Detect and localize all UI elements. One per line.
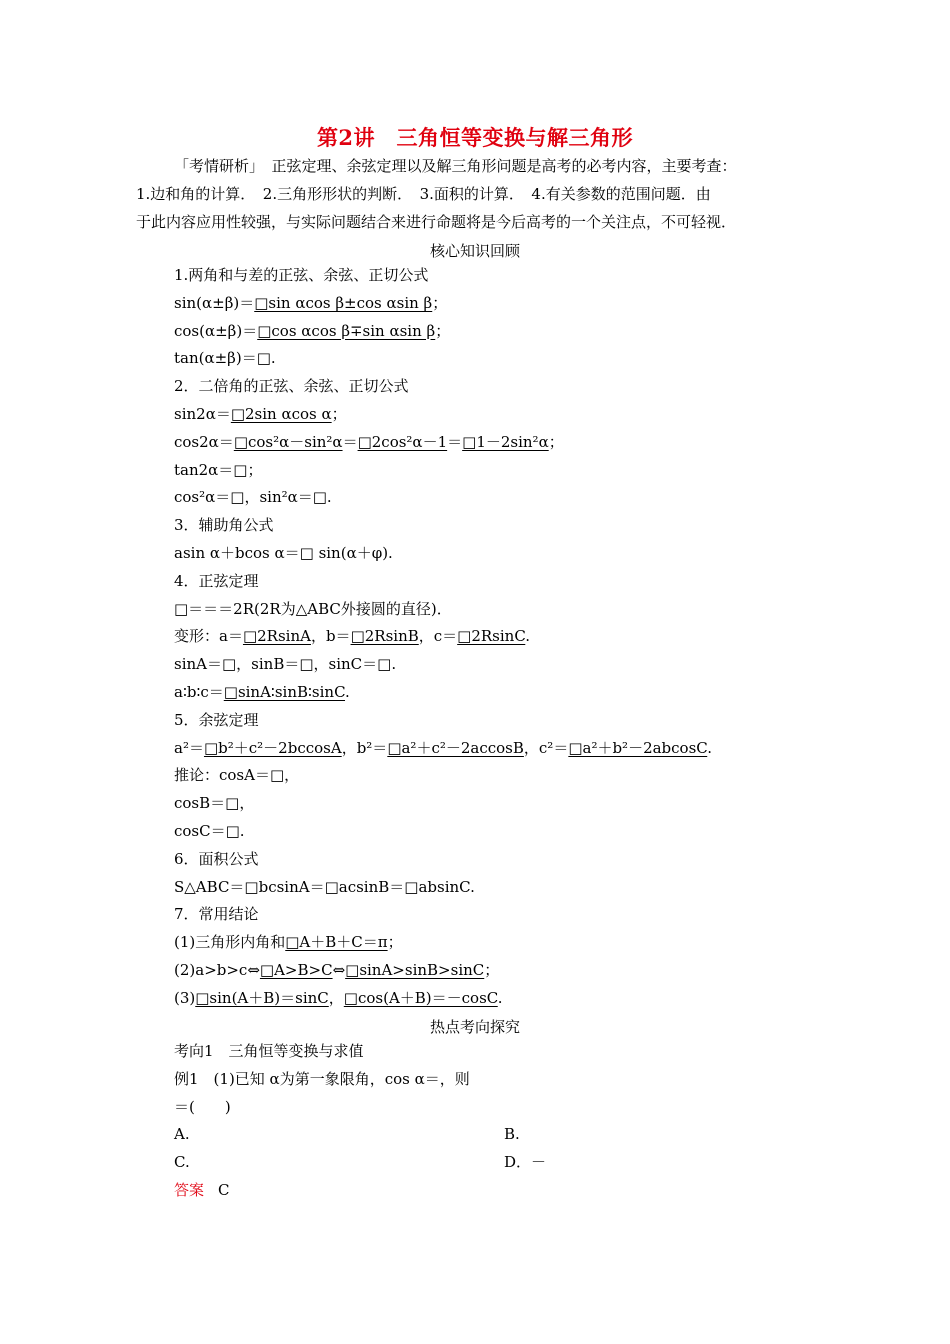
option-a: A. [174, 1125, 190, 1144]
lesson-title: 第2讲 三角恒等变换与解三角形 [316, 125, 634, 150]
subsection-heading: 5．余弦定理 [174, 710, 259, 729]
hot-topics [174, 1038, 814, 1205]
formula-line: (3)□sin(A＋B)＝sinC，□cos(A＋B)＝－cosC. [174, 988, 503, 1007]
answer-blank: □2RsinC [457, 627, 526, 646]
topic-heading: 考向1 三角恒等变换与求值 [174, 1042, 364, 1060]
intro-line: 「考情研析」 正弦定理、余弦定理以及解三角形问题是高考的必考内容，主要考查： [174, 157, 737, 175]
formula-line: cos(α±β)＝□cos αcos β∓sin αsin β； [174, 321, 451, 340]
knowledge-review [174, 262, 814, 1013]
option-b: B. [504, 1125, 520, 1144]
formula-line: tan(α±β)＝□. [174, 349, 276, 368]
formula-line: □＝＝＝2R(2R为△ABC外接圆的直径)． [174, 599, 452, 618]
answer-blank: □a²＋c²－2accosB [387, 738, 524, 757]
answer-blank: □2sin αcos α [230, 404, 332, 423]
subsection-heading: 1.两角和与差的正弦、余弦、正切公式 [174, 266, 429, 284]
option-c: C. [174, 1153, 190, 1172]
formula-line: cos2α＝□cos²α－sin²α＝□2cos²α－1＝□1－2sin²α； [174, 432, 564, 451]
formula-line: cosC＝□. [174, 821, 245, 840]
option-d: D．－ [504, 1153, 547, 1172]
section-heading-review: 核心知识回顾 [429, 242, 520, 260]
answer-label: 答案 [174, 1180, 205, 1199]
answer-blank: □sin(A＋B)＝sinC [195, 988, 329, 1007]
formula-line: a²＝□b²＋c²－2bccosA，b²＝□a²＋c²－2accosB，c²＝□a²＋b²－2abcosC. [174, 738, 713, 757]
answer-blank: □1－2sin²α [462, 432, 549, 451]
subsection-heading: 7．常用结论 [174, 905, 259, 924]
answer-blank: □cos(A＋B)＝－cosC [343, 988, 498, 1007]
options-row [174, 1121, 814, 1149]
formula-line: tan2α＝□； [174, 460, 263, 479]
formula-line: sinA＝□，sinB＝□，sinC＝□. [174, 655, 397, 674]
formula-line: sin(α±β)＝□sin αcos β±cos αsin β； [174, 293, 448, 312]
answer-blank: □2RsinA [242, 627, 311, 646]
answer-blank: □sinA>sinB>sinC [345, 960, 485, 979]
answer-blank: □A＋B＋C＝π [285, 933, 388, 952]
answer-blank: □A>B>C [259, 960, 333, 979]
answer-value: C [218, 1180, 230, 1199]
answer-blank: □b²＋c²－2bccosA [203, 738, 342, 757]
formula-line: a∶b∶c＝□sinA∶sinB∶sinC. [174, 682, 350, 701]
subsection-heading: 6．面积公式 [174, 849, 259, 868]
formula-line: 推论：cosA＝□， [174, 766, 300, 785]
answer-blank: □cos αcos β∓sin αsin β [257, 321, 436, 340]
answer-line [174, 1177, 814, 1205]
subsection-heading: 2．二倍角的正弦、余弦、正切公式 [174, 377, 409, 396]
formula-line: (2)a>b>c⇔□A>B>C⇔□sinA>sinB>sinC； [174, 960, 500, 979]
formula-line: cos²α＝□，sin²α＝□. [174, 488, 332, 507]
intro-paragraph [136, 152, 816, 236]
formula-line: 变形：a＝□2RsinA，b＝□2RsinB，c＝□2RsinC. [174, 627, 531, 646]
section-heading-hot-topics: 热点考向探究 [429, 1018, 520, 1036]
answer-blank: □a²＋b²－2abcosC [568, 738, 708, 757]
answer-blank: □2cos²α－1 [357, 432, 448, 451]
formula-line: S△ABC＝□bcsinA＝□acsinB＝□absinC. [174, 877, 475, 896]
example-stem: 例1 (1)已知 α为第一象限角，cos α＝，则 [174, 1069, 470, 1088]
answer-blank: □cos²α－sin²α [233, 432, 343, 451]
options-row [174, 1149, 814, 1177]
intro-line: 于此内容应用性较强，与实际问题结合来进行命题将是今后高考的一个关注点，不可轻视． [136, 213, 737, 231]
answer-blank: □sinA∶sinB∶sinC [223, 682, 346, 701]
subsection-heading: 3．辅助角公式 [174, 516, 274, 535]
formula-line: sin2α＝□2sin αcos α； [174, 404, 347, 423]
subsection-heading: 4．正弦定理 [174, 571, 259, 590]
intro-line: 1.边和角的计算． 2.三角形形状的判断． 3.面积的计算． 4.有关参数的范围问题．由 [136, 185, 711, 203]
answer-blank: □2RsinB [350, 627, 419, 646]
formula-line: asin α＋bcos α＝□ sin(α＋φ). [174, 543, 393, 562]
example-stem: ＝( ) [174, 1097, 231, 1116]
answer-blank: □sin αcos β±cos αsin β [254, 293, 433, 312]
formula-line: (1)三角形内角和□A＋B＋C＝π； [174, 933, 403, 952]
formula-line: cosB＝□， [174, 794, 255, 813]
